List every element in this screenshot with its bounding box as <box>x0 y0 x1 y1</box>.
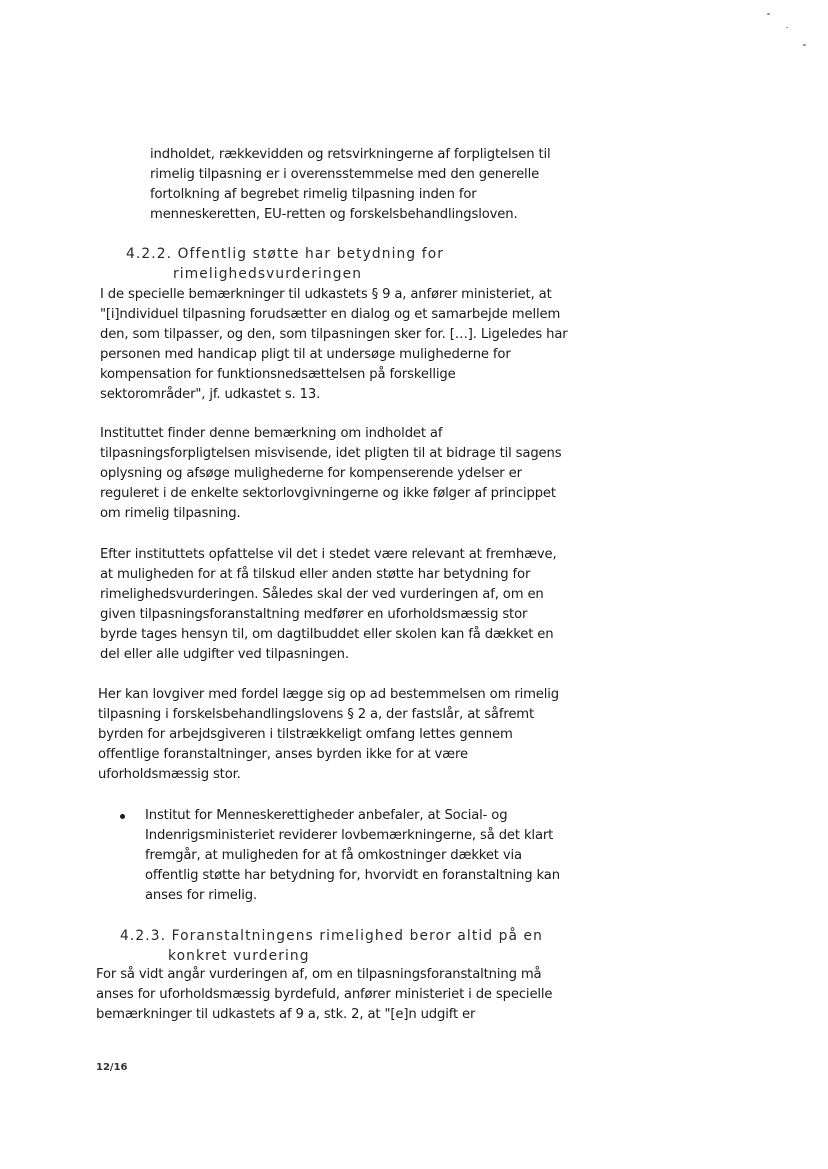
section-heading-4-2-2 <box>126 244 444 284</box>
section-4-2-2-paragraph-1 <box>100 285 568 405</box>
scan-speck <box>803 44 806 46</box>
scan-speck <box>767 13 770 15</box>
text-line: del eller alle udgifter ved tilpasningen. <box>100 647 349 662</box>
text-line: oplysning og afsøge mulighederne for kompenserende ydelser er <box>100 466 522 481</box>
heading-line: konkret vurdering <box>168 948 310 964</box>
text-line: offentlige foranstaltninger, anses byrden ikke for at være <box>98 747 468 762</box>
text-line: personen med handicap pligt til at undersøge mulighederne for <box>100 347 511 362</box>
section-4-2-3-paragraph-1 <box>96 965 552 1025</box>
text-line: "[i]ndividuel tilpasning forudsætter en dialog og et samarbejde mellem <box>100 307 561 322</box>
text-line: rimelig tilpasning er i overensstemmelse med den generelle <box>150 167 540 182</box>
text-line: For så vidt angår vurderingen af, om en tilpasningsforanstaltning må <box>96 967 542 982</box>
heading-line: rimelighedsvurderingen <box>173 266 363 282</box>
text-line: anses for uforholdsmæssig byrdefuld, anfører ministeriet i de specielle <box>96 987 553 1002</box>
text-line: fremgår, at muligheden for at få omkostninger dækket via <box>145 848 522 863</box>
text-line: Indenrigsministeriet reviderer lovbemærkningerne, så det klart <box>145 828 554 843</box>
text-line: bemærkninger til udkastets af 9 a, stk. 2, at "[e]n udgift er <box>96 1007 476 1022</box>
text-line: den, som tilpasser, og den, som tilpasningen sker for. […]. Ligeledes har <box>100 327 568 342</box>
section-heading-4-2-3 <box>120 926 543 966</box>
heading-line: 4.2.2. Offentlig støtte har betydning for <box>126 246 445 262</box>
text-line: Efter instituttets opfattelse vil det i stedet være relevant at fremhæve, <box>100 547 557 562</box>
text-line: Instituttet finder denne bemærkning om indholdet af <box>100 426 443 441</box>
text-line: anses for rimelig. <box>145 888 258 903</box>
text-line: at muligheden for at få tilskud eller anden støtte har betydning for <box>100 567 531 582</box>
bullet-icon <box>120 814 125 819</box>
text-line: kompensation for funktionsnedsættelsen på forskellige <box>100 367 456 382</box>
text-line: offentlig støtte har betydning for, hvorvidt en foranstaltning kan <box>145 868 560 883</box>
text-line: I de specielle bemærkninger til udkastets § 9 a, anfører ministeriet, at <box>100 287 552 302</box>
text-line: tilpasningsforpligtelsen misvisende, idet pligten til at bidrage til sagens <box>100 446 562 461</box>
text-line: given tilpasningsforanstaltning medfører en uforholdsmæssig stor <box>100 607 528 622</box>
section-4-2-2-paragraph-3 <box>100 545 557 665</box>
text-line: uforholdsmæssig stor. <box>98 767 241 782</box>
text-line: tilpasning i forskelsbehandlingslovens § 2 a, der fastslår, at såfremt <box>98 707 535 722</box>
section-4-2-2-paragraph-2 <box>100 424 561 524</box>
section-4-2-2-paragraph-4 <box>98 685 559 785</box>
text-line: byrde tages hensyn til, om dagtilbuddet eller skolen kan få dækket en <box>100 627 554 642</box>
heading-line: 4.2.3. Foranstaltningens rimelighed beror altid på en <box>120 928 543 944</box>
text-line: fortolkning af begrebet rimelig tilpasning inden for <box>150 187 477 202</box>
text-line: byrden for arbejdsgiveren i tilstrækkeligt omfang lettes gennem <box>98 727 513 742</box>
text-line: om rimelig tilpasning. <box>100 506 241 521</box>
text-line: Institut for Menneskerettigheder anbefaler, at Social- og <box>145 808 508 823</box>
text-line: reguleret i de enkelte sektorlovgivningerne og ikke følger af princippet <box>100 486 556 501</box>
scan-speck <box>786 27 788 28</box>
recommendation-bullet <box>145 806 560 906</box>
text-line: menneskeretten, EU-retten og forskelsbehandlingsloven. <box>150 207 518 222</box>
intro-paragraph <box>150 145 551 225</box>
page-number: 12/16 <box>96 1062 128 1073</box>
text-line: indholdet, rækkevidden og retsvirkningerne af forpligtelsen til <box>150 147 551 162</box>
text-line: rimelighedsvurderingen. Således skal der ved vurderingen af, om en <box>100 587 544 602</box>
text-line: sektorområder", jf. udkastet s. 13. <box>100 387 321 402</box>
text-line: Her kan lovgiver med fordel lægge sig op ad bestemmelsen om rimelig <box>98 687 560 702</box>
